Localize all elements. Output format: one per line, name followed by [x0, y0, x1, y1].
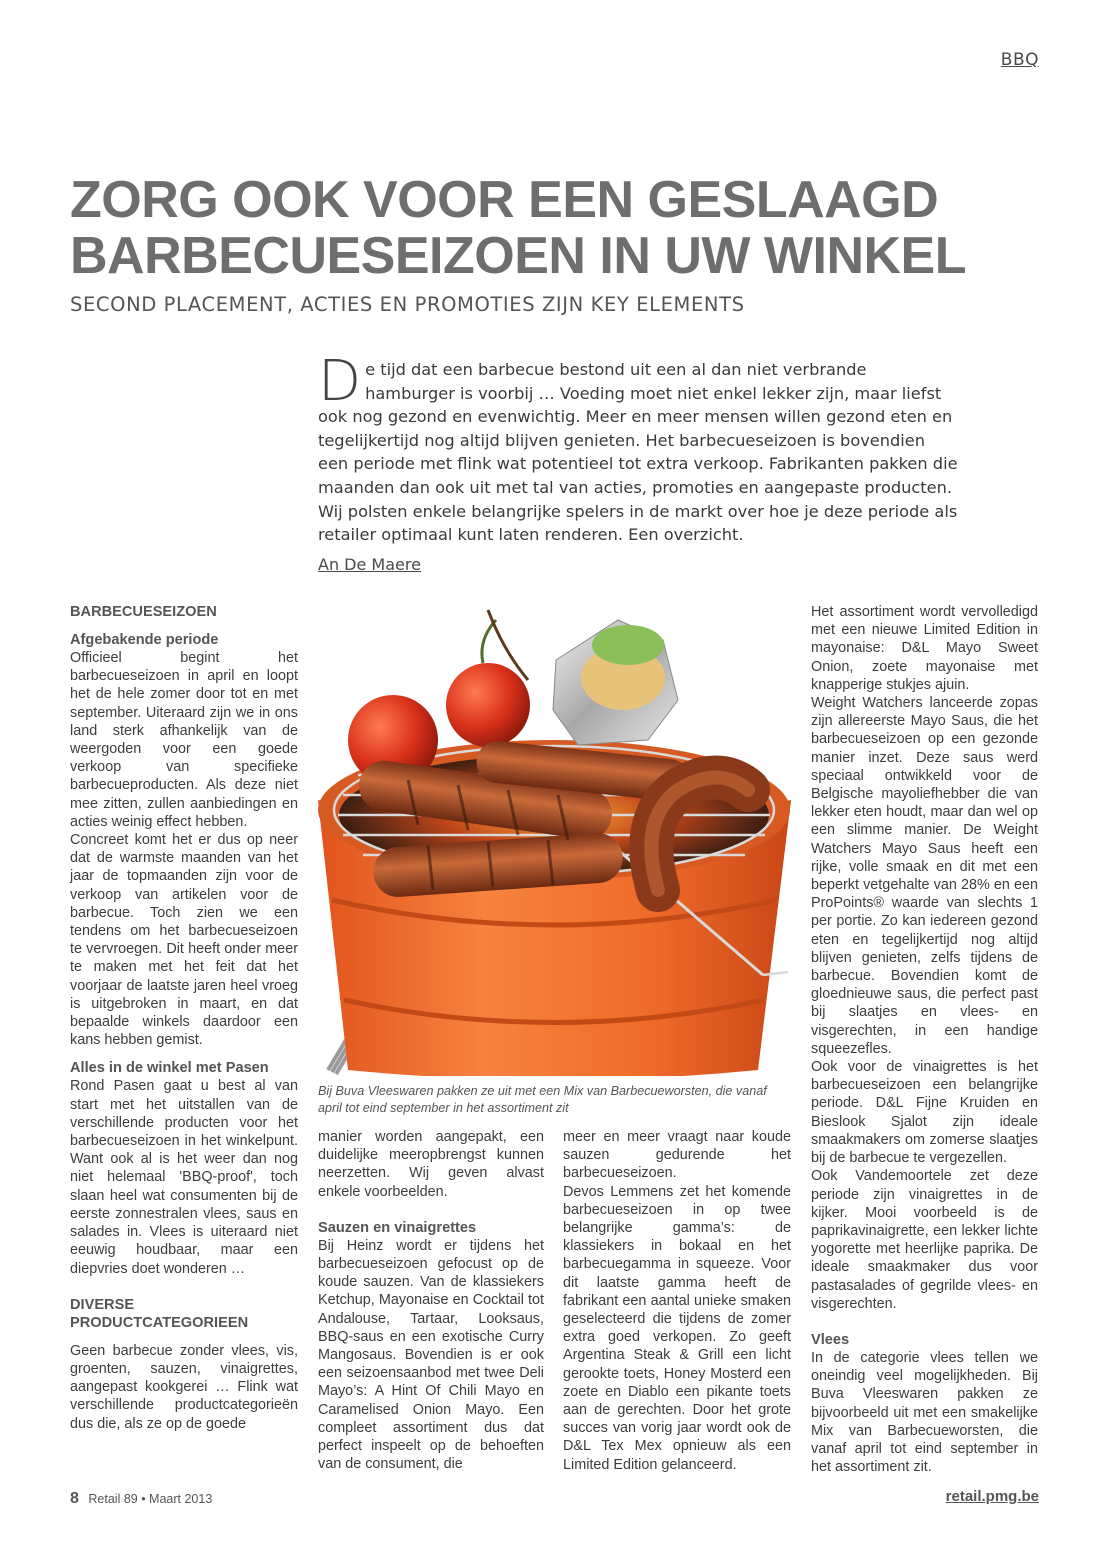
paragraph: Geen barbecue zonder vlees, vis, groenten, sauzen, vinaigrettes, aangepast kookgerei … Flink wat verschillende productcategorieën dus die, als ze op de goede	[70, 1342, 298, 1432]
paragraph: Ook Vandemoortele zet deze periode zijn vinaigrettes in de kijker. Mooi voorbeeld is de paprikavinaigrette, een lekker lichte yogorette met heerlijke paprika. De ideale smaakmaker dus voor pastasalades of gegrilde vlees- en visgerechten.	[811, 1168, 1038, 1312]
subheading-pasen: Alles in de winkel met Pasen	[70, 1060, 269, 1077]
intro-text: e tijd dat een barbecue bestond uit een al dan niet verbrande hamburger is voorbij … Voeding moet niet enkel lekker zijn, maar liefst ook nog gezond en evenwichtig. Meer en meer mensen willen gezond eten en tegelijkertijd nog altijd blijven genieten. Het barbecueseizoen is bovendien een periode met flink wat potentieel tot extra verkoop. Fabrikanten pakken die maanden dan ook uit met tal van acties, promoties en aangepaste producten. Wij polsten enkele belangrijke spelers in de markt over hoe je deze periode als retailer optimaal kunt laten renderen. Een overzicht.	[318, 360, 958, 545]
dropcap: D	[318, 349, 362, 414]
paragraph: Het assortiment wordt vervolledigd met een nieuwe Limited Edition in mayonaise: D&L Mayo Sweet Onion, zoete mayonaise met knapperige stukjes ajuin.	[811, 604, 1038, 693]
column-2b	[563, 1128, 791, 1474]
column-4	[811, 603, 1038, 1476]
article-subhead: SECOND PLACEMENT, ACTIES EN PROMOTIES ZIJN KEY ELEMENTS	[70, 293, 745, 316]
subheading-vlees: Vlees	[811, 1331, 850, 1348]
article-intro	[318, 349, 958, 547]
site-link[interactable]: retail.pmg.be	[945, 1488, 1039, 1505]
section-tag[interactable]: BBQ	[1000, 50, 1039, 70]
column-1	[70, 603, 298, 1433]
paragraph: Weight Watchers lanceerde zopas zijn allereerste Mayo Saus, die het barbecueseizoen op een gezonde manier inzet. Deze saus werd speciaal ontwikkeld voor de Belgische mayoliefhebber die van lekker eten houdt, maar dan wel op een slimme manier. De Weight Watchers Mayo Saus heeft een rijke, volle smaak en dit met een beperkt vetgehalte van 28% en een ProPoints® waarde van slechts 1 per portie. Zo kan iedereen gezond eten en tegelijkertijd nog altijd blijven genieten, zelfs tijdens de barbecue. Bovendien komt de gloednieuwe saus, die perfect past bij slaatjes en vlees- en visgerechten, in een handige squeezefles.	[811, 695, 1038, 1057]
article-headline	[70, 172, 1050, 284]
paragraph: Rond Pasen gaat u best al van start met het uitstallen van de verschillende producten voor het barbecueseizoen in het winkelpunt. Want ook al is het weer dan nog niet helemaal 'BBQ-proof', toch slaan heel wat consumenten bij de eerste zonnestralen vlees, saus en salades in. Vlees is uiteraard niet eeuwig houdbaar, maar een diepvries doet wonderen …	[70, 1078, 298, 1277]
paragraph: Ook voor de vinaigrettes is het barbecueseizoen een belangrijke periode. D&L Fijne Kruiden en Bieslook Sjalot zijn ideale smaakmakers om zomerse slaatjes bij de barbecue te vergezellen.	[811, 1059, 1038, 1167]
paragraph: meer en meer vraagt naar koude sauzen gedurende het barbecueseizoen.	[563, 1129, 791, 1182]
page-number: 8	[70, 1490, 79, 1507]
headline-line-1: ZORG OOK VOOR EEN GESLAAGD	[70, 171, 939, 229]
section-heading-productcategorieen: DIVERSE PRODUCTCATEGORIEEN	[70, 1296, 249, 1331]
paragraph: Officieel begint het barbecueseizoen in april en loopt het de hele zomer door tot en met september. Uiteraard zijn we in ons land sterk afhankelijk van de weergoden voor een goede verkoop van specifieke barbecueproducten. Als deze niet mee zitten, zullen aanbiedingen en acties weinig effect hebben.	[70, 650, 298, 830]
subheading-afgebakende-periode: Afgebakende periode	[70, 632, 219, 648]
paragraph: In de categorie vlees tellen we oneindig veel mogelijkheden. Bij Buva Vleeswaren pakken ze bijvoorbeeld uit met een smakelijke Mix van Barbecueworsten, die vanaf april tot eind september in het assortiment zit.	[811, 1349, 1038, 1476]
paragraph: manier worden aangepakt, een duidelijke meeropbrengst kunnen neerzetten. Wij geven alvast enkele voorbeelden.	[318, 1129, 544, 1200]
paragraph: Devos Lemmens zet het komende barbecueseizoen in op twee belangrijke gamma’s: de klassiekers in bokaal en het barbecuegamma in squeeze. Voor dit laatste gamma heeft de fabrikant een aantal unieke smaken geselecteerd die tijdens de zomer extra goed verkopen. Zo geeft Argentina Steak & Grill een licht gerookte toets, Honey Mosterd een zoete en Diablo een pikante toets aan de gerechten. Door het grote succes van vorig jaar wordt ook de D&L Tex Mex opnieuw als een Limited Edition gelanceerd.	[563, 1183, 791, 1473]
section-heading-barbecueseizoen: BARBECUESEIZOEN	[70, 604, 217, 620]
subheading-sauzen: Sauzen en vinaigrettes	[318, 1219, 477, 1236]
footer-folio	[70, 1490, 212, 1508]
issue-info: Retail 89 • Maart 2013	[88, 1492, 213, 1506]
paragraph: Concreet komt het er dus op neer dat de warmste maanden van het jaar de topmaanden zijn voor de verkoop van artikelen voor de barbecue. Toch zien we een tendens om het barbecueseizoen te vervroegen. Dit heeft onder meer te maken met het feit dat het voorjaar de laatste jaren heel vroeg is uitgebroken in maart, en dat bepaalde winkels daardoor een kans hebben gemist.	[70, 832, 298, 1049]
column-2a	[318, 1128, 544, 1473]
photo-caption: Bij Buva Vleeswaren pakken ze uit met een Mix van Barbecueworsten, die vanaf april tot eind september in het assortiment zit	[318, 1084, 767, 1115]
bbq-photo	[318, 600, 791, 1076]
headline-line-2: BARBECUESEIZOEN IN UW WINKEL	[70, 227, 966, 285]
paragraph: Bij Heinz wordt er tijdens het barbecueseizoen gefocust op de koude sauzen. Van de klassiekers Ketchup, Mayonaise en Cocktail tot Andalouse, Tartaar, Looksaus, BBQ-saus en een exotische Curry Mangosaus. Bovendien is er ook een seizoensaanbod met twee Deli Mayo’s: A Hint Of Chili Mayo en Caramelised Onion Mayo. Een compleet assortiment dus dat perfect inspeelt op de behoeften van de consument, die	[318, 1237, 544, 1473]
author-link[interactable]: An De Maere	[318, 555, 421, 574]
